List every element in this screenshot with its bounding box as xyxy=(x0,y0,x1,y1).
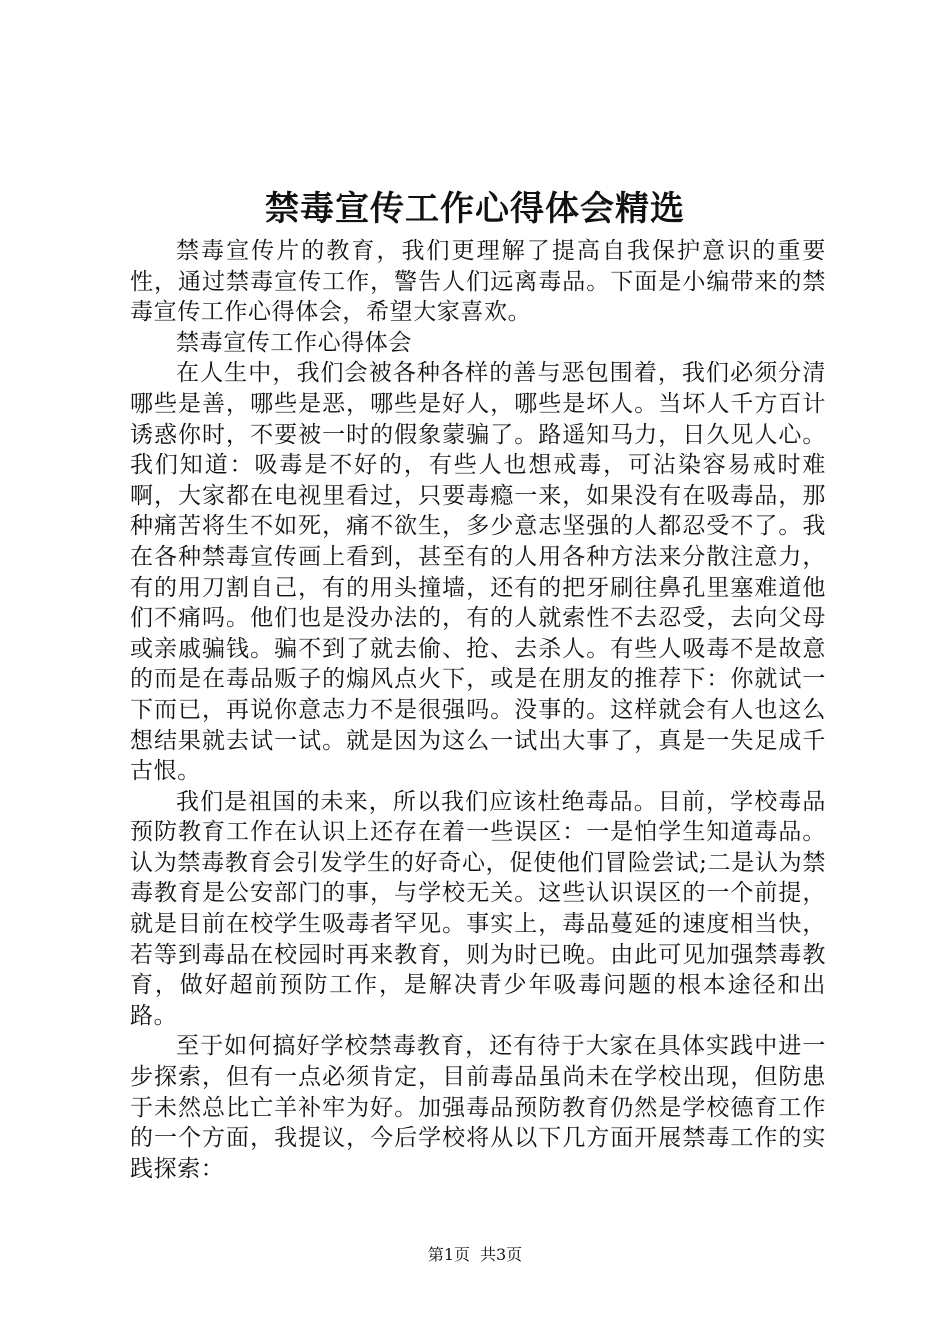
page-number: 第1页 xyxy=(427,1245,470,1264)
paragraph-body-1: 在人生中，我们会被各种各样的善与恶包围着，我们必须分清哪些是善，哪些是恶，哪些是好人，哪些是坏人。当坏人千方百计诱惑你时，不要被一时的假象蒙骗了。路遥知马力，日久见人心。我们知道：吸毒是不好的，有些人也想戒毒，可沾染容易戒时难啊，大家都在电视里看过，只要毒瘾一来，如果没有在吸毒品，那种痛苦将生不如死，痛不欲生，多少意志坚强的人都忍受不了。我在各种禁毒宣传画上看到，甚至有的人用各种方法来分散注意力，有的用刀割自己，有的用头撞墙，还有的把牙刷往鼻孔里塞难道他们不痛吗。他们也是没办法的，有的人就索性不去忍受，去向父母或亲戚骗钱。骗不到了就去偷、抢、去杀人。有些人吸毒不是故意的而是在毒品贩子的煽风点火下，或是在朋友的推荐下：你就试一下而已，再说你意志力不是很强吗。没事的。这样就会有人也这么想结果就去试一试。就是因为这么一试出大事了，真是一失足成千古恨。 xyxy=(130,360,826,785)
paragraph-subheading: 禁毒宣传工作心得体会 xyxy=(176,329,412,356)
paragraph-body-3: 至于如何搞好学校禁毒教育，还有待于大家在具体实践中进一步探索，但有一点必须肯定，目前毒品虽尚未在学校出现，但防患于未然总比亡羊补牢为好。加强毒品预防教育仍然是学校德育工作的一个方面，我提议，今后学校将从以下几方面开展禁毒工作的实践探索： xyxy=(130,1033,826,1182)
document-body xyxy=(130,236,826,1184)
paragraph-intro: 禁毒宣传片的教育，我们更理解了提高自我保护意识的重要性，通过禁毒宣传工作，警告人们远离毒品。下面是小编带来的禁毒宣传工作心得体会，希望大家喜欢。 xyxy=(130,238,826,326)
document-title: 禁毒宣传工作心得体会精选 xyxy=(265,189,685,229)
page-total: 共3页 xyxy=(480,1245,523,1264)
paragraph-body-2: 我们是祖国的未来，所以我们应该杜绝毒品。目前，学校毒品预防教育工作在认识上还存在着一些误区：一是怕学生知道毒品。认为禁毒教育会引发学生的好奇心，促使他们冒险尝试;二是认为禁毒教育是公安部门的事，与学校无关。这些认识误区的一个前提，就是目前在校学生吸毒者罕见。事实上，毒品蔓延的速度相当快，若等到毒品在校园时再来教育，则为时已晚。由此可见加强禁毒教育，做好超前预防工作，是解决青少年吸毒问题的根本途径和出路。 xyxy=(130,788,826,1029)
page-footer xyxy=(0,1244,950,1266)
